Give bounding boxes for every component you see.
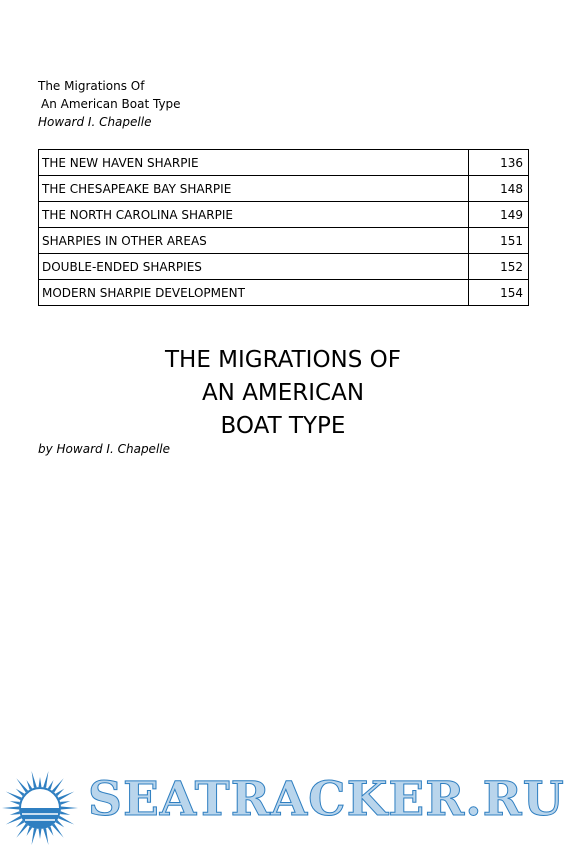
header-title-line-2: An American Boat Type <box>41 97 181 111</box>
toc-row[interactable] <box>39 254 529 280</box>
toc-entry-page: 136 <box>469 150 529 176</box>
sun-ray <box>6 816 22 825</box>
table-of-contents <box>38 149 529 306</box>
sun-ray <box>10 801 20 805</box>
sun-ray <box>6 792 22 801</box>
toc-entry-page: 149 <box>469 202 529 228</box>
article-title-line-2: AN AMERICAN <box>201 380 365 406</box>
toc-entry-page: 152 <box>469 254 529 280</box>
article-byline: by Howard I. Chapelle <box>38 442 170 456</box>
sun-ray <box>32 771 37 788</box>
toc-entry-title[interactable]: SHARPIES IN OTHER AREAS <box>39 228 469 254</box>
sun-ray <box>32 828 37 845</box>
sun-ray <box>27 826 33 836</box>
article-title-line-3: BOAT TYPE <box>220 413 346 439</box>
document-header <box>38 77 181 131</box>
toc-entry-title[interactable]: MODERN SHARPIE DEVELOPMENT <box>39 280 469 306</box>
toc-row[interactable] <box>39 202 529 228</box>
sun-ray <box>43 771 48 788</box>
toc-row[interactable] <box>39 228 529 254</box>
sun-ray <box>60 811 70 815</box>
toc-entry-title[interactable]: THE NORTH CAROLINA SHARPIE <box>39 202 469 228</box>
sun-icon <box>2 771 78 845</box>
sun-ray <box>39 829 42 839</box>
sun-ray <box>60 801 70 805</box>
sun-ray <box>58 792 74 801</box>
header-author: Howard I. Chapelle <box>38 115 152 129</box>
toc-entry-page: 151 <box>469 228 529 254</box>
sun-ray <box>61 807 78 810</box>
header-title-line-1: The Migrations Of <box>38 79 145 93</box>
toc-row[interactable] <box>39 150 529 176</box>
article-title <box>0 344 566 443</box>
article-title-line-1: THE MIGRATIONS OF <box>164 347 402 373</box>
sun-ray <box>43 828 48 845</box>
sun-ray <box>48 780 54 790</box>
toc-entry-page: 154 <box>469 280 529 306</box>
sun-ray <box>39 777 42 787</box>
sun-ray <box>55 820 64 827</box>
toc-entry-page: 148 <box>469 176 529 202</box>
sun-ray <box>2 807 19 810</box>
toc-row[interactable] <box>39 280 529 306</box>
sun-ray <box>16 820 25 827</box>
toc-entry-title[interactable]: THE CHESAPEAKE BAY SHARPIE <box>39 176 469 202</box>
toc-entry-title[interactable]: DOUBLE-ENDED SHARPIES <box>39 254 469 280</box>
sun-ray <box>48 826 54 836</box>
sun-ray <box>16 789 25 796</box>
sun-ray <box>58 816 74 825</box>
watermark-text: SEATRACKER.RU <box>88 772 565 827</box>
toc-row[interactable] <box>39 176 529 202</box>
sun-ray <box>55 789 64 796</box>
toc-entry-title[interactable]: THE NEW HAVEN SHARPIE <box>39 150 469 176</box>
sun-ray <box>27 780 33 790</box>
sun-ray <box>10 811 20 815</box>
